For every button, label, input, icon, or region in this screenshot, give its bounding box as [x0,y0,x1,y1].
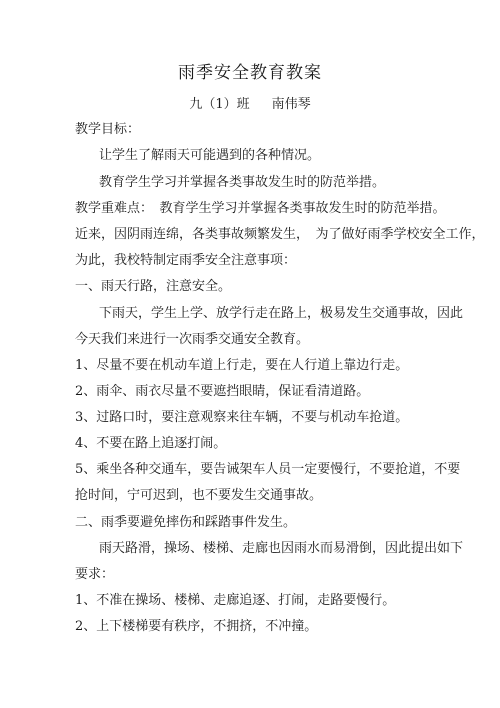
class-label: 九（1）班 [189,97,250,112]
document-title: 雨季安全教育教案 [178,63,322,83]
section-heading-key-points: 教学重难点： 教育学生学习并掌握各类事故发生时的防范举措。 [75,201,446,216]
list-item: 1、不准在操场、楼梯、走廊追逐、打闹，走路要慢行。 [75,593,396,608]
list-item: 1、尽量不要在机动车道上行走，要在人行道上靠边行走。 [75,358,409,373]
paragraph: 下雨天，学生上学、放学行走在路上，极易发生交通事故，因此 [99,306,464,321]
teacher-name: 南伟琴 [271,97,311,112]
paragraph: 要求： [75,567,115,582]
list-item: 2、雨伞、雨衣尽量不要遮挡眼睛，保证看清道路。 [75,384,370,399]
document-byline [0,96,500,114]
list-item: 4、不要在路上追逐打闹。 [75,436,227,451]
paragraph: 今天我们来进行一次雨季交通安全教育。 [75,332,310,347]
section-heading-objectives: 教学目标： [75,122,141,137]
list-item: 3、过路口时，要注意观察来往车辆，不要与机动车抢道。 [75,410,409,425]
paragraph: 为此，我校特制定雨季安全注意事项： [75,253,297,268]
section-heading-rainy-road: 一、雨天行路，注意安全。 [75,279,232,294]
list-item: 5、乘坐各种交通车，要告诫架车人员一定要慢行，不要抢道，不要 [75,462,461,477]
paragraph: 雨天路滑，操场、楼梯、走廊也因雨水而易滑倒，因此提出如下 [99,541,464,556]
paragraph: 让学生了解雨天可能遇到的各种情况。 [99,148,321,163]
list-item-continuation: 抢时间，宁可迟到，也不要发生交通事故。 [75,488,323,503]
paragraph: 近来，因阴雨连绵，各类事故频繁发生， 为了做好雨季学校安全工作， [75,227,485,242]
paragraph: 教育学生学习并掌握各类事故发生时的防范举措。 [99,175,386,190]
section-heading-slip-prevention: 二、雨季要避免摔伤和踩踏事件发生。 [75,515,297,530]
list-item: 2、上下楼梯要有秩序，不拥挤，不冲撞。 [75,619,318,634]
